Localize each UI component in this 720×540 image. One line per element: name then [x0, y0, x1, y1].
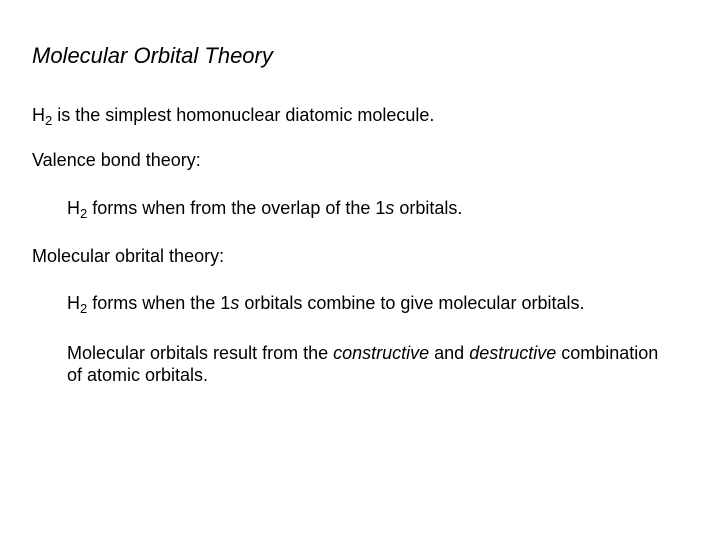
element-symbol: H [32, 105, 45, 125]
para-text-3: combination of atomic orbitals. [67, 343, 659, 385]
slide-title: Molecular Orbital Theory [32, 43, 273, 68]
intro-line [32, 104, 434, 126]
para-text-2: and [429, 343, 470, 363]
orbital-letter: s [385, 198, 395, 218]
mo-theory-point [67, 292, 584, 314]
destructive-term: destructive [469, 343, 557, 363]
subscript: 2 [45, 113, 53, 128]
element-symbol: H [67, 293, 80, 313]
point-text-end: orbitals combine to give molecular orbitals. [239, 293, 585, 313]
element-symbol: H [67, 198, 80, 218]
valence-bond-point [67, 197, 462, 219]
point-text: forms when the 1 [87, 293, 231, 313]
valence-bond-heading: Valence bond theory: [32, 150, 201, 170]
mo-theory-heading: Molecular obrital theory: [32, 246, 225, 266]
intro-text: is the simplest homonuclear diatomic molecule. [52, 105, 435, 125]
point-text-end: orbitals. [394, 198, 463, 218]
subscript: 2 [80, 206, 88, 221]
constructive-term: constructive [333, 343, 430, 363]
orbital-letter: s [230, 293, 240, 313]
point-text: forms when from the overlap of the 1 [87, 198, 386, 218]
subscript: 2 [80, 301, 88, 316]
para-text-1: Molecular orbitals result from the [67, 343, 334, 363]
mo-combination-paragraph [67, 342, 667, 386]
